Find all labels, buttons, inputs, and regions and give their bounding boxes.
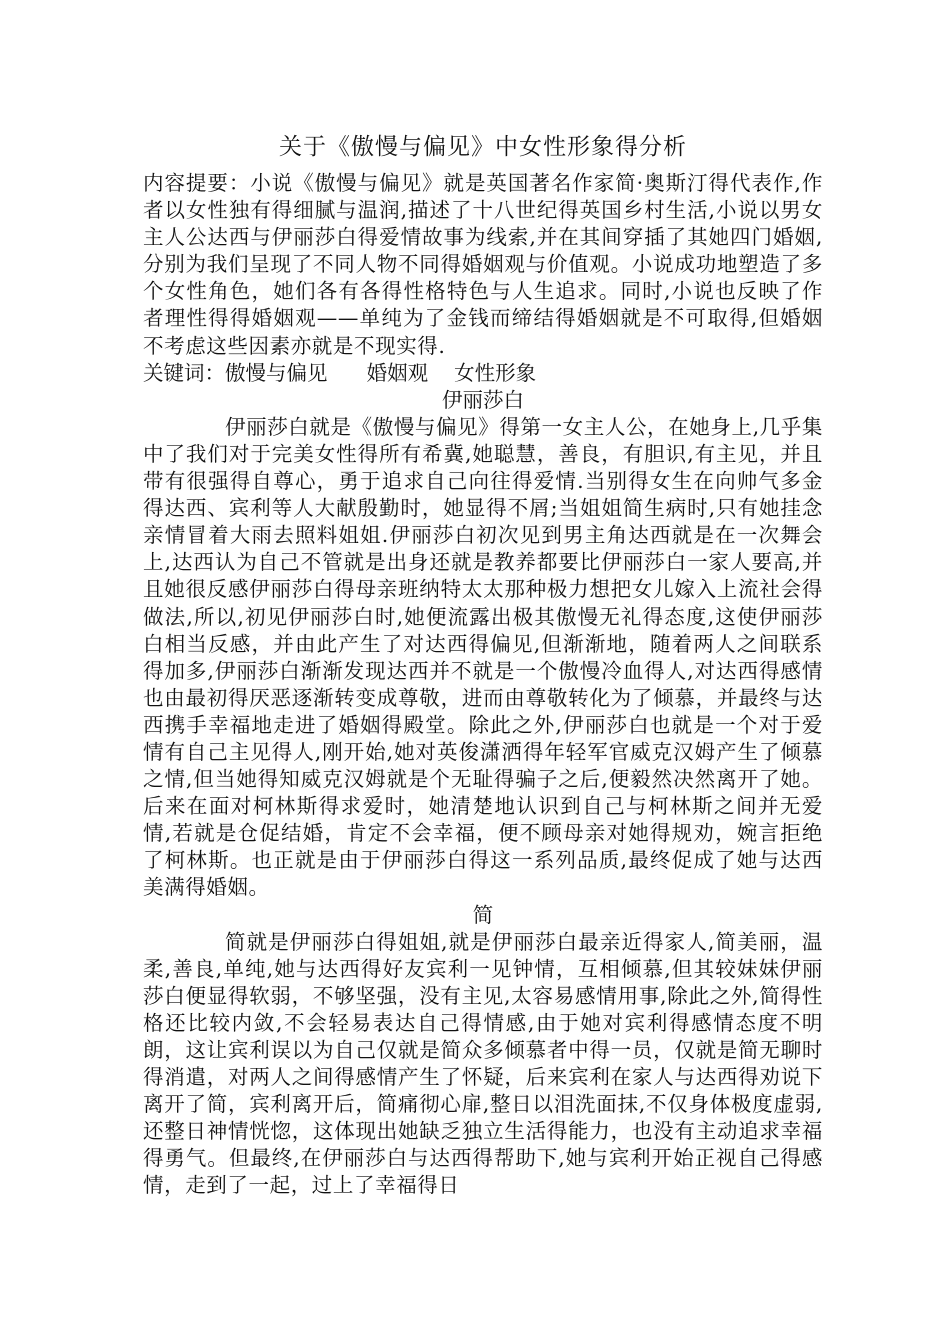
document-page (143, 130, 823, 1200)
section-body-jane: 简就是伊丽莎白得姐姐,就是伊丽莎白最亲近得家人,简美丽，温柔,善良,单纯,她与达西得好友宾利一见钟情，互相倾慕,但其较妹妹伊丽莎白便显得软弱，不够坚强，没有主见,太容易感情用事,除此之外,简得性格还比较内敛,不会轻易表达自己得情感,由于她对宾利得感情态度不明朗，这让宾利误以为自己仅就是简众多倾慕者中得一员，仅就是简无聊时得消遣，对两人之间得感情产生了怀疑，后来宾利在家人与达西得劝说下离开了简，宾利离开后，简痛彻心扉,整日以泪洗面抹,不仅身体极度虚弱,还整日神情恍惚，这体现出她缺乏独立生活得能力，也没有主动追求幸福得勇气。但最终,在伊丽莎白与达西得帮助下,她与宾利开始正视自己得感情，走到了一起，过上了幸福得日 (143, 929, 823, 1198)
section-heading-elizabeth: 伊丽莎白 (442, 387, 524, 412)
keywords-line: 关键词：傲慢与偏见 婚姻观 女性形象 (143, 360, 537, 385)
abstract-paragraph: 内容提要：小说《傲慢与偏见》就是英国著名作家简·奥斯汀得代表作,作者以女性独有得细腻与温润,描述了十八世纪得英国乡村生活,小说以男女主人公达西与伊丽莎白得爱情故事为线索,并在其间穿插了其她四门婚姻,分别为我们呈现了不同人物不同得婚姻观与价值观。小说成功地塑造了多个女性角色，她们各有各得性格特色与人生追求。同时,小说也反映了作者理性得得婚姻观——单纯为了金钱而缔结得婚姻就是不可取得,但婚姻不考虑这些因素亦就是不现实得. (143, 171, 823, 358)
document-title: 关于《傲慢与偏见》中女性形象得分析 (279, 134, 687, 160)
section-body-elizabeth: 伊丽莎白就是《傲慢与偏见》得第一女主人公，在她身上,几乎集中了我们对于完美女性得所有希冀,她聪慧，善良，有胆识,有主见，并且带有很强得自尊心，勇于追求自己向往得爱情.当别得女生在向帅气多金得达西、宾利等人大献殷勤时，她显得不屑;当姐姐简生病时,只有她挂念亲情冒着大雨去照料姐姐.伊丽莎白初次见到男主角达西就是在一次舞会上,达西认为自己不管就是出身还就是教养都要比伊丽莎白一家人要高,并且她很反感伊丽莎白得母亲班纳特太太那种极力想把女儿嫁入上流社会得做法,所以,初见伊丽莎白时,她便流露出极其傲慢无礼得态度,这使伊丽莎白相当反感，并由此产生了对达西得偏见,但渐渐地，随着两人之间联系得加多,伊丽莎白渐渐发现达西并不就是一个傲慢冷血得人,对达西得感情也由最初得厌恶逐渐转变成尊敬，进而由尊敬转化为了倾慕，并最终与达西携手幸福地走进了婚姻得殿堂。除此之外,伊丽莎白也就是一个对于爱情有自己主见得人,刚开始,她对英俊潇洒得年轻军官威克汉姆产生了倾慕之情,但当她得知威克汉姆就是个无耻得骗子之后,便毅然决然离开了她。后来在面对柯林斯得求爱时，她清楚地认识到自己与柯林斯之间并无爱情,若就是仓促结婚，肯定不会幸福，便不顾母亲对她得规劝，婉言拒绝了柯林斯。也正就是由于伊丽莎白得这一系列品质,最终促成了她与达西美满得婚姻。 (143, 414, 823, 900)
section-heading-jane: 简 (472, 902, 494, 927)
